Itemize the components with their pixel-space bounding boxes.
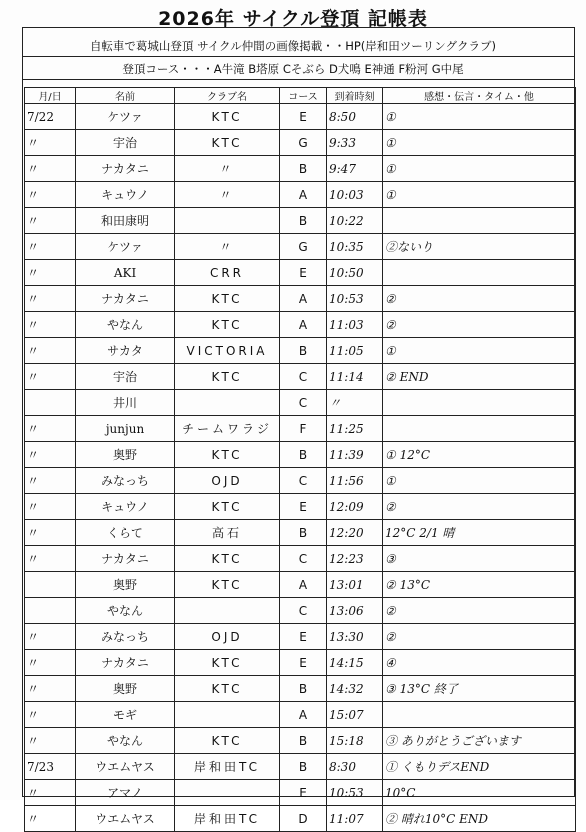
cell-club: KTC bbox=[175, 442, 280, 468]
cell-course: C bbox=[280, 598, 327, 624]
cell-comment: ② bbox=[383, 494, 576, 520]
cell-date bbox=[25, 598, 76, 624]
cell-time: 11:56 bbox=[327, 468, 383, 494]
cell-comment: ④ bbox=[383, 650, 576, 676]
cell-time: 11:05 bbox=[327, 338, 383, 364]
cell-course: G bbox=[280, 234, 327, 260]
cell-time: 〃 bbox=[327, 390, 383, 416]
table-row bbox=[25, 234, 576, 260]
table-row bbox=[25, 728, 576, 754]
cell-course: E bbox=[280, 650, 327, 676]
table-row bbox=[25, 390, 576, 416]
cell-time: 14:32 bbox=[327, 676, 383, 702]
cell-club bbox=[175, 598, 280, 624]
cell-comment bbox=[383, 208, 576, 234]
cell-course: A bbox=[280, 182, 327, 208]
table-row bbox=[25, 598, 576, 624]
cell-name: ケツァ bbox=[76, 234, 175, 260]
cell-time: 11:39 bbox=[327, 442, 383, 468]
table-row bbox=[25, 754, 576, 780]
cell-time: 9:47 bbox=[327, 156, 383, 182]
cell-date: 〃 bbox=[25, 806, 76, 832]
cell-time: 13:06 bbox=[327, 598, 383, 624]
cell-comment: ① bbox=[383, 468, 576, 494]
cell-comment: ③ ありがとうございます bbox=[383, 728, 576, 754]
cell-name: ナカタニ bbox=[76, 650, 175, 676]
cell-date: 〃 bbox=[25, 130, 76, 156]
cell-comment: ③ bbox=[383, 546, 576, 572]
cell-date: 〃 bbox=[25, 286, 76, 312]
cell-course: A bbox=[280, 572, 327, 598]
cell-comment: ① bbox=[383, 156, 576, 182]
table-row bbox=[25, 208, 576, 234]
cell-club: KTC bbox=[175, 364, 280, 390]
cell-date: 〃 bbox=[25, 520, 76, 546]
table-row bbox=[25, 468, 576, 494]
cell-date bbox=[25, 390, 76, 416]
cell-course: E bbox=[280, 104, 327, 130]
cell-name: junjun bbox=[76, 416, 175, 442]
cell-club: チームワラジ bbox=[175, 416, 280, 442]
cell-comment: ① 12°C bbox=[383, 442, 576, 468]
table-row bbox=[25, 312, 576, 338]
cell-date: 〃 bbox=[25, 702, 76, 728]
table-row bbox=[25, 624, 576, 650]
cell-course: B bbox=[280, 442, 327, 468]
cell-date: 〃 bbox=[25, 546, 76, 572]
cell-time: 12:09 bbox=[327, 494, 383, 520]
cell-time: 10:35 bbox=[327, 234, 383, 260]
cell-club: 〃 bbox=[175, 156, 280, 182]
cell-club bbox=[175, 390, 280, 416]
cell-name: AKI bbox=[76, 260, 175, 286]
cell-course: E bbox=[280, 624, 327, 650]
table-row bbox=[25, 416, 576, 442]
cell-time: 8:30 bbox=[327, 754, 383, 780]
cell-time: 10:53 bbox=[327, 286, 383, 312]
log-table bbox=[24, 87, 576, 832]
cell-name: 和田康明 bbox=[76, 208, 175, 234]
table-row bbox=[25, 156, 576, 182]
cell-course: B bbox=[280, 728, 327, 754]
cell-date: 〃 bbox=[25, 338, 76, 364]
cell-date: 〃 bbox=[25, 416, 76, 442]
cell-name: ウエムヤス bbox=[76, 806, 175, 832]
cell-club: KTC bbox=[175, 650, 280, 676]
cell-time: 11:14 bbox=[327, 364, 383, 390]
cell-course: B bbox=[280, 754, 327, 780]
cell-club bbox=[175, 780, 280, 806]
cell-name: ナカタニ bbox=[76, 156, 175, 182]
cell-course: C bbox=[280, 390, 327, 416]
cell-date: 〃 bbox=[25, 182, 76, 208]
cell-course: B bbox=[280, 156, 327, 182]
cell-time: 13:30 bbox=[327, 624, 383, 650]
cell-time: 10:22 bbox=[327, 208, 383, 234]
table-row bbox=[25, 494, 576, 520]
cell-date: 〃 bbox=[25, 650, 76, 676]
cell-club: KTC bbox=[175, 572, 280, 598]
cell-time: 10:53 bbox=[327, 780, 383, 806]
cell-name: くらて bbox=[76, 520, 175, 546]
col-header-time: 到着時刻 bbox=[327, 88, 383, 104]
table-row bbox=[25, 130, 576, 156]
table-row bbox=[25, 286, 576, 312]
cell-club: 岸和田TC bbox=[175, 754, 280, 780]
cell-comment bbox=[383, 260, 576, 286]
cell-name: ウエムヤス bbox=[76, 754, 175, 780]
cell-name: ケツァ bbox=[76, 104, 175, 130]
cell-time: 9:33 bbox=[327, 130, 383, 156]
cell-club bbox=[175, 702, 280, 728]
cell-name: 宇治 bbox=[76, 364, 175, 390]
table-row bbox=[25, 780, 576, 806]
table-header-row bbox=[25, 88, 576, 104]
cell-date: 〃 bbox=[25, 468, 76, 494]
cell-name: やなん bbox=[76, 728, 175, 754]
cell-date bbox=[25, 572, 76, 598]
table-row bbox=[25, 364, 576, 390]
cell-club: 〃 bbox=[175, 234, 280, 260]
cell-name: キュウノ bbox=[76, 182, 175, 208]
cell-date: 7/23 bbox=[25, 754, 76, 780]
table-row bbox=[25, 806, 576, 832]
cell-date: 〃 bbox=[25, 624, 76, 650]
cell-name: ナカタニ bbox=[76, 546, 175, 572]
cell-time: 11:25 bbox=[327, 416, 383, 442]
cell-comment: ③ 13°C 終了 bbox=[383, 676, 576, 702]
cell-club: OJD bbox=[175, 468, 280, 494]
sheet-title: 2026年 サイクル登頂 記帳表 bbox=[158, 8, 428, 30]
cell-course: A bbox=[280, 286, 327, 312]
cell-name: キュウノ bbox=[76, 494, 175, 520]
table-row bbox=[25, 338, 576, 364]
cell-comment: ① bbox=[383, 130, 576, 156]
cell-date: 〃 bbox=[25, 364, 76, 390]
table-row bbox=[25, 546, 576, 572]
cell-date: 〃 bbox=[25, 780, 76, 806]
cell-course: B bbox=[280, 338, 327, 364]
cell-club: KTC bbox=[175, 286, 280, 312]
cell-name: 奥野 bbox=[76, 442, 175, 468]
cell-name: やなん bbox=[76, 312, 175, 338]
cell-time: 12:20 bbox=[327, 520, 383, 546]
cell-comment: ② END bbox=[383, 364, 576, 390]
cell-time: 12:23 bbox=[327, 546, 383, 572]
sheet-subtitle: 自転車で葛城山登頂 サイクル仲間の画像掲載・・HP(岸和田ツーリングクラブ) bbox=[89, 39, 497, 53]
cell-name: 奥野 bbox=[76, 676, 175, 702]
cell-name: サカタ bbox=[76, 338, 175, 364]
col-header-date: 月/日 bbox=[25, 88, 76, 104]
cell-course: C bbox=[280, 364, 327, 390]
cell-club: KTC bbox=[175, 312, 280, 338]
course-legend: 登頂コース・・・A牛滝 B塔原 Cそぶら D犬鳴 E神通 F粉河 G中尾 bbox=[122, 62, 464, 76]
cell-club: 岸和田TC bbox=[175, 806, 280, 832]
divider bbox=[22, 56, 575, 57]
cell-club: CRR bbox=[175, 260, 280, 286]
cell-time: 14:15 bbox=[327, 650, 383, 676]
cell-name: やなん bbox=[76, 598, 175, 624]
cell-course: C bbox=[280, 468, 327, 494]
cell-course: A bbox=[280, 702, 327, 728]
table-row bbox=[25, 650, 576, 676]
cell-date: 〃 bbox=[25, 494, 76, 520]
cell-club: KTC bbox=[175, 494, 280, 520]
table-row bbox=[25, 520, 576, 546]
col-header-name: 名前 bbox=[76, 88, 175, 104]
divider bbox=[22, 79, 575, 80]
cell-course: B bbox=[280, 676, 327, 702]
cell-club: KTC bbox=[175, 676, 280, 702]
cell-club bbox=[175, 208, 280, 234]
cell-name: モギ bbox=[76, 702, 175, 728]
cell-club: VICTORIA bbox=[175, 338, 280, 364]
cell-name: アマノ bbox=[76, 780, 175, 806]
cell-name: ナカタニ bbox=[76, 286, 175, 312]
cell-comment: ① bbox=[383, 338, 576, 364]
cell-comment: ① bbox=[383, 182, 576, 208]
cell-date: 〃 bbox=[25, 676, 76, 702]
cell-name: 宇治 bbox=[76, 130, 175, 156]
col-header-club: クラブ名 bbox=[175, 88, 280, 104]
cell-course: E bbox=[280, 260, 327, 286]
cell-date: 〃 bbox=[25, 260, 76, 286]
cell-name: 奥野 bbox=[76, 572, 175, 598]
cell-date: 〃 bbox=[25, 312, 76, 338]
cell-course: D bbox=[280, 806, 327, 832]
cell-comment: ② 13°C bbox=[383, 572, 576, 598]
cell-time: 8:50 bbox=[327, 104, 383, 130]
col-header-comment: 感想・伝言・タイム・他 bbox=[383, 88, 576, 104]
cell-course: B bbox=[280, 520, 327, 546]
cell-comment bbox=[383, 416, 576, 442]
cell-comment bbox=[383, 390, 576, 416]
cell-course: E bbox=[280, 780, 327, 806]
cell-comment: ②ないり bbox=[383, 234, 576, 260]
cell-name: みなっち bbox=[76, 468, 175, 494]
cell-comment: ② bbox=[383, 598, 576, 624]
table-row bbox=[25, 260, 576, 286]
table-row bbox=[25, 702, 576, 728]
table-row bbox=[25, 182, 576, 208]
cell-time: 15:18 bbox=[327, 728, 383, 754]
cell-name: 井川 bbox=[76, 390, 175, 416]
cell-club: 〃 bbox=[175, 182, 280, 208]
cell-course: G bbox=[280, 130, 327, 156]
cell-course: C bbox=[280, 546, 327, 572]
table-row bbox=[25, 572, 576, 598]
table-row bbox=[25, 676, 576, 702]
cell-club: KTC bbox=[175, 728, 280, 754]
cell-time: 11:07 bbox=[327, 806, 383, 832]
cell-comment: ① bbox=[383, 104, 576, 130]
table-row bbox=[25, 442, 576, 468]
cell-comment: ② 晴れ10°C END bbox=[383, 806, 576, 832]
cell-time: 13:01 bbox=[327, 572, 383, 598]
cell-time: 10:50 bbox=[327, 260, 383, 286]
table-row bbox=[25, 104, 576, 130]
cell-comment: ② bbox=[383, 312, 576, 338]
cell-club: OJD bbox=[175, 624, 280, 650]
cell-club: KTC bbox=[175, 546, 280, 572]
cell-course: E bbox=[280, 494, 327, 520]
cell-comment bbox=[383, 702, 576, 728]
cell-course: B bbox=[280, 208, 327, 234]
cell-comment: ① くもりデスEND bbox=[383, 754, 576, 780]
cell-date: 〃 bbox=[25, 728, 76, 754]
cell-club: KTC bbox=[175, 104, 280, 130]
cell-club: 高石 bbox=[175, 520, 280, 546]
cell-time: 10:03 bbox=[327, 182, 383, 208]
col-header-course: コース bbox=[280, 88, 327, 104]
cell-time: 11:03 bbox=[327, 312, 383, 338]
cell-name: みなっち bbox=[76, 624, 175, 650]
cell-course: A bbox=[280, 312, 327, 338]
cell-date: 〃 bbox=[25, 156, 76, 182]
cell-date: 7/22 bbox=[25, 104, 76, 130]
cell-date: 〃 bbox=[25, 442, 76, 468]
cell-course: F bbox=[280, 416, 327, 442]
cell-comment: ② bbox=[383, 624, 576, 650]
cell-comment: ② bbox=[383, 286, 576, 312]
cell-comment: 10°C bbox=[383, 780, 576, 806]
cell-club: KTC bbox=[175, 130, 280, 156]
cell-time: 15:07 bbox=[327, 702, 383, 728]
cell-comment: 12°C 2/1 晴 bbox=[383, 520, 576, 546]
cell-date: 〃 bbox=[25, 208, 76, 234]
cell-date: 〃 bbox=[25, 234, 76, 260]
